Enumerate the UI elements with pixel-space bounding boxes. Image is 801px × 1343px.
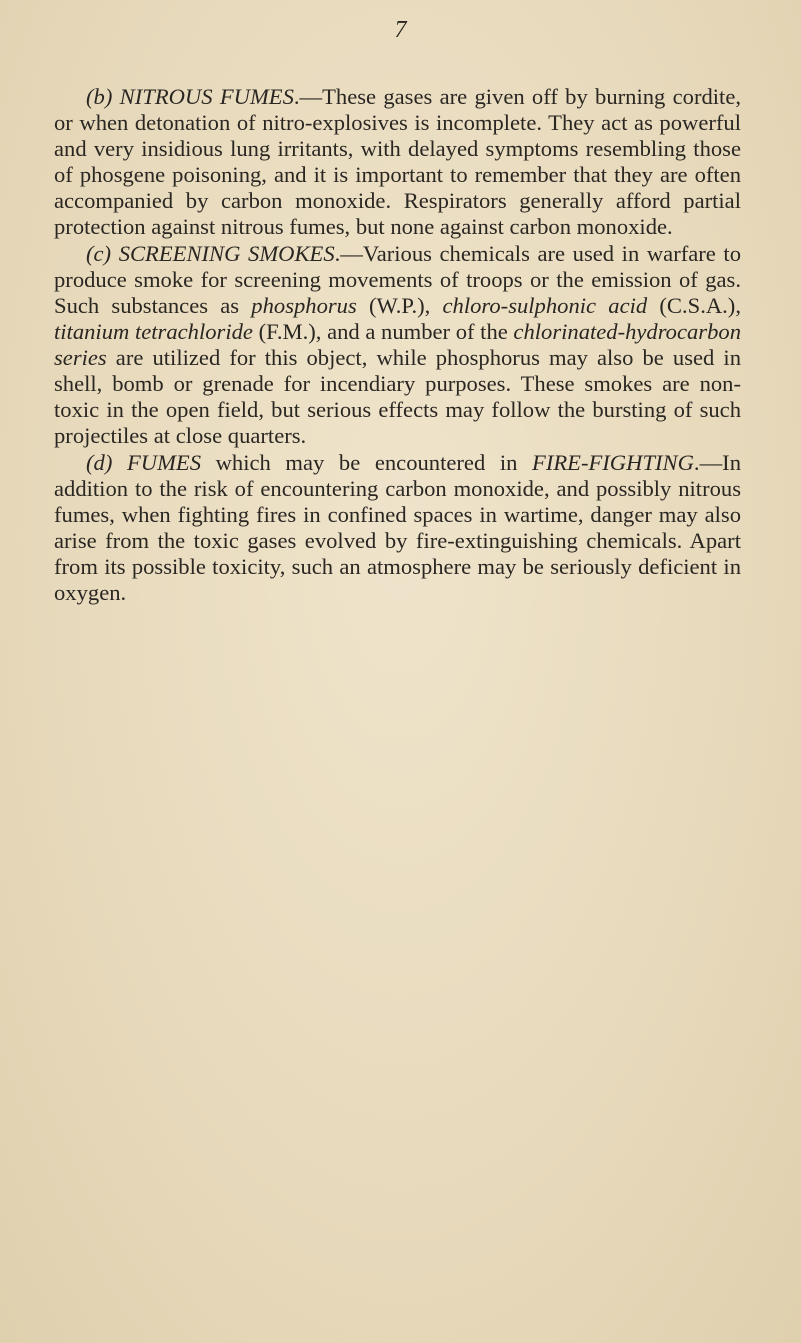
paragraph-text: .—In addition to the risk of encountering carbon monoxide, and possibly nitrous fumes, when fighting fires in confined spaces in wartime, danger may also arise from the toxic gases evolved by fire-extinguishing chemicals. Apart from its possible toxicity, such an atmosphere may be seriously deficient in oxygen. [54, 450, 741, 605]
paragraph-text: .—Various chemicals are used in warfare to produce smoke for screening movements of troops or the emission of gas. Such substances as [54, 241, 741, 318]
section-heading: FUMES [126, 450, 202, 475]
section-label: (d) [86, 450, 113, 475]
section-label: (c) [86, 241, 112, 266]
chemical-name-italic: phosphorus [251, 293, 357, 318]
paragraph-text: (F.M.), and a number of the [252, 319, 514, 344]
document-body [54, 84, 741, 607]
paragraph-text: are utilized for this object, while phosphorus may also be used in shell, bomb or grenade for incendiary purposes. These smokes are non-toxic in the open field, but serious effects may follow the bursting of such projectiles at close quarters. [54, 345, 741, 448]
paragraph-nitrous-fumes [54, 84, 741, 240]
paragraph-text: (C.S.A.), [647, 293, 741, 318]
paragraph-text: .—These gases are given off by burning cordite, or when detonation of nitro-explosives is incomplete. They act as powerful and very insidious lung irritants, with delayed symptoms resembling those of phosgene poisoning, and it is important to remember that they are often accompanied by carbon monoxide. Respirators generally afford partial protection against nitrous fumes, but none against carbon monoxide. [54, 84, 741, 239]
chemical-name-italic: titanium tetrachloride [54, 319, 253, 344]
section-heading: NITROUS FUMES [119, 84, 294, 109]
section-label: (b) [86, 84, 113, 109]
paragraph-fire-fighting-fumes [54, 450, 741, 606]
paragraph-screening-smokes [54, 241, 741, 449]
paragraph-text: (W.P.), [356, 293, 443, 318]
section-heading: SCREENING SMOKES [118, 241, 335, 266]
section-heading-secondary: FIRE-FIGHTING [532, 450, 694, 475]
paragraph-text: which may be encountered in [201, 450, 533, 475]
page-number: 7 [394, 17, 407, 43]
chemical-name-italic: chlorinated-hydrocarbon series [54, 319, 741, 370]
chemical-name-italic: chloro-sulphonic acid [442, 293, 648, 318]
